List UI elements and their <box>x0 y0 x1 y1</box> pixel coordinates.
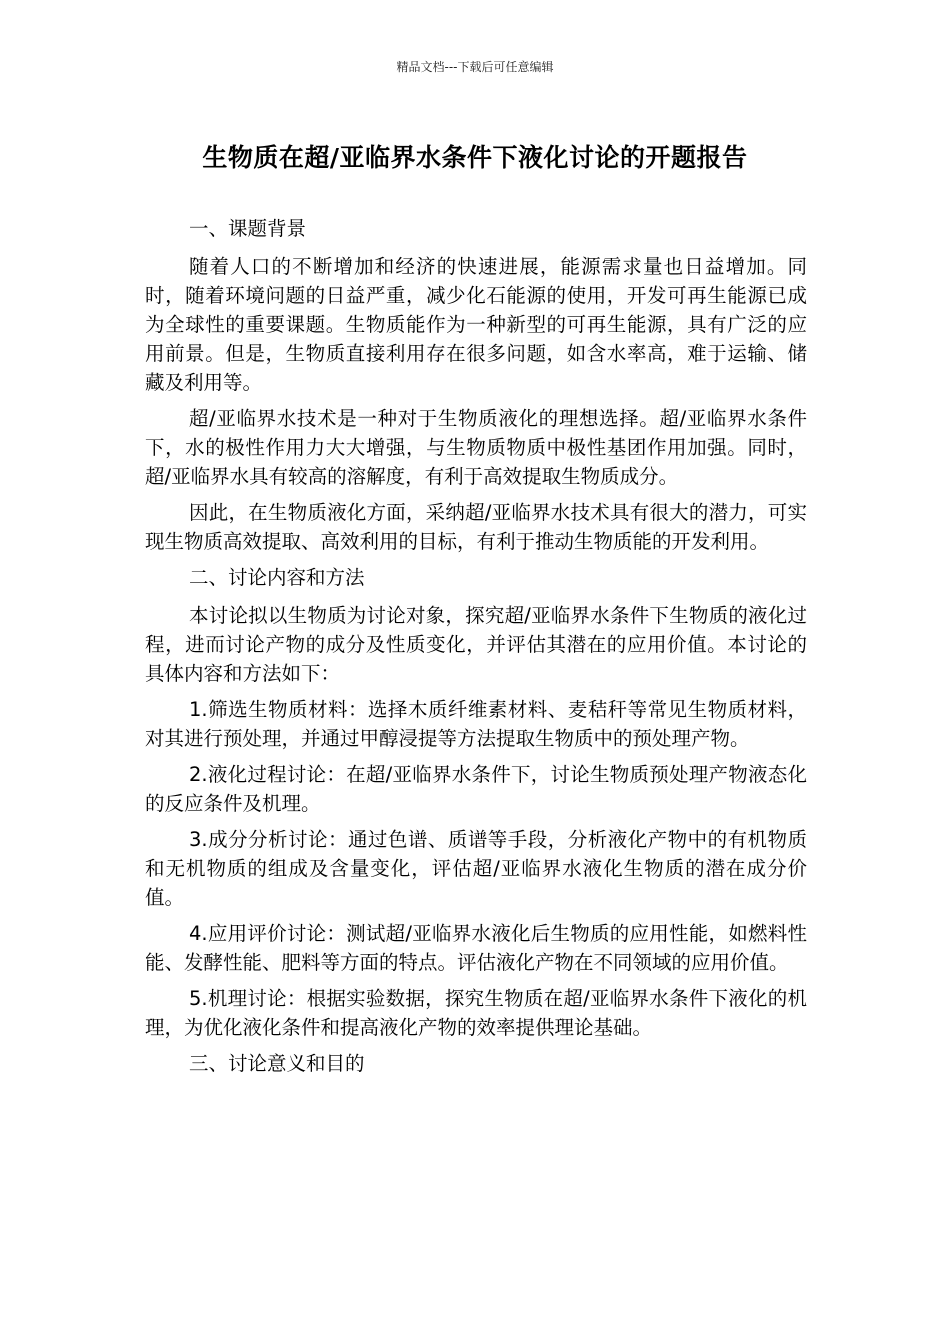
list-item: 5.机理讨论：根据实验数据，探究生物质在超/亚临界水条件下液化的机理，为优化液化条件和提高液化产物的效率提供理论基础。 <box>145 987 807 1039</box>
list-item: 3.成分分析讨论：通过色谱、质谱等手段，分析液化产物中的有机物质和无机物质的组成及含量变化，评估超/亚临界水液化生物质的潜在成分价值。 <box>145 828 807 909</box>
list-item: 1.筛选生物质材料：选择木质纤维素材料、麦秸秆等常见生物质材料，对其进行预处理，并通过甲醇浸提等方法提取生物质中的预处理产物。 <box>145 698 807 750</box>
paragraph: 随着人口的不断增加和经济的快速进展，能源需求量也日益增加。同时，随着环境问题的日益严重，减少化石能源的使用，开发可再生能源已成为全球性的重要课题。生物质能作为一种新型的可再生能源，具有广泛的应用前景。但是，生物质直接利用存在很多问题，如含水率高，难于运输、储藏及利用等。 <box>145 255 807 394</box>
paragraph: 超/亚临界水技术是一种对于生物质液化的理想选择。超/亚临界水条件下，水的极性作用力大大增强，与生物质物质中极性基团作用加强。同时，超/亚临界水具有较高的溶解度，有利于高效提取生物质成分。 <box>145 407 807 488</box>
header-note: 精品文档---下载后可任意编辑 <box>396 60 554 74</box>
list-item: 2.液化过程讨论：在超/亚临界水条件下，讨论生物质预处理产物液态化的反应条件及机理。 <box>145 763 807 815</box>
paragraph: 本讨论拟以生物质为讨论对象，探究超/亚临界水条件下生物质的液化过程，进而讨论产物的成分及性质变化，并评估其潜在的应用价值。本讨论的具体内容和方法如下： <box>145 604 807 685</box>
section-heading-content-methods: 二、讨论内容和方法 <box>189 566 365 589</box>
document-title: 生物质在超/亚临界水条件下液化讨论的开题报告 <box>202 143 748 172</box>
document-body <box>145 214 807 1087</box>
list-item: 4.应用评价讨论：测试超/亚临界水液化后生物质的应用性能，如燃料性能、发酵性能、肥料等方面的特点。评估液化产物在不同领域的应用价值。 <box>145 922 807 974</box>
section-heading-significance: 三、讨论意义和目的 <box>189 1052 365 1075</box>
paragraph: 因此，在生物质液化方面，采纳超/亚临界水技术具有很大的潜力，可实现生物质高效提取、高效利用的目标，有利于推动生物质能的开发利用。 <box>145 501 807 553</box>
section-heading-background: 一、课题背景 <box>189 217 307 240</box>
